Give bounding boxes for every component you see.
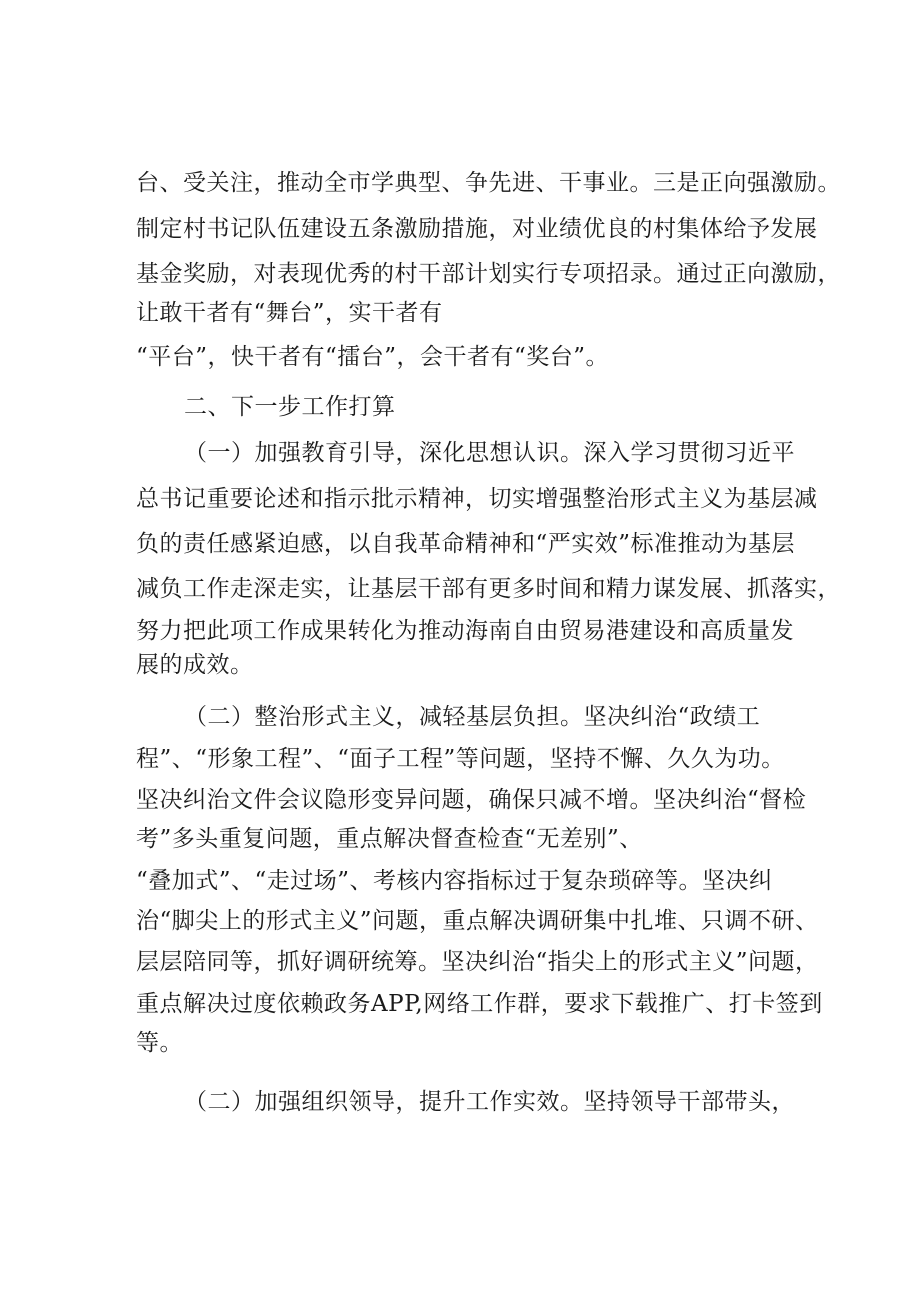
- paragraph-line: 减负工作走深走实，让基层干部有更多时间和精力谋发展、抓落实，: [136, 576, 841, 602]
- paragraph-line: 重点解决过度依赖政务APP,网络工作群，要求下载推广、打卡签到: [136, 991, 823, 1017]
- paragraph-line: 总书记重要论述和指示批示精神，切实增强整治形式主义为基层减: [136, 486, 818, 512]
- paragraph-line: “平台”，快干者有“擂台”，会干者有“奖台”。: [136, 344, 610, 370]
- paragraph-line: 努力把此项工作成果转化为推动海南自由贸易港建设和高质量发: [136, 618, 794, 644]
- paragraph-line: “叠加式”、“走过场”、考核内容指标过于复杂琐碎等。坚决纠: [136, 868, 773, 894]
- paragraph-line: （二）加强组织领导，提升工作实效。坚持领导干部带头，: [184, 1089, 795, 1115]
- paragraph-line: （一）加强教育引导，深化思想认识。深入学习贯彻习近平: [184, 440, 795, 466]
- paragraph-line: 考”多头重复问题，重点解决督查检查“无差别”、: [136, 826, 643, 852]
- paragraph-line: 层层陪同等，抓好调研统筹。坚决纠治“指尖上的形式主义”问题，: [136, 949, 819, 975]
- paragraph-line: （二）整治形式主义，减轻基层负担。坚决纠治“政绩工: [184, 704, 761, 730]
- paragraph-line: 台、受关注，推动全市学典型、争先进、干事业。三是正向强激励。: [136, 170, 841, 196]
- paragraph-line: 程”、“形象工程”、“面子工程”等问题，坚持不懈、久久为功。: [136, 746, 785, 772]
- paragraph-line: 制定村书记队伍建设五条激励措施，对业绩优良的村集体给予发展: [136, 216, 818, 242]
- paragraph-line: 基金奖励，对表现优秀的村干部计划实行专项招录。通过正向激励，: [136, 261, 841, 287]
- paragraph-line: 等。: [136, 1030, 183, 1056]
- paragraph-line: 坚决纠治文件会议隐形变异问题，确保只减不增。坚决纠治“督检: [136, 787, 807, 813]
- paragraph-line: 展的成效。: [136, 652, 254, 678]
- paragraph-line: 负的责任感紧迫感，以自我革命精神和“严实效”标准推动为基层: [136, 531, 796, 557]
- paragraph-line: 治“脚尖上的形式主义”问题，重点解决调研集中扎堆、只调不研、: [136, 908, 819, 934]
- paragraph-line: 让敢干者有“舞台”，实干者有: [136, 300, 443, 326]
- section-heading: 二、下一步工作打算: [184, 394, 396, 420]
